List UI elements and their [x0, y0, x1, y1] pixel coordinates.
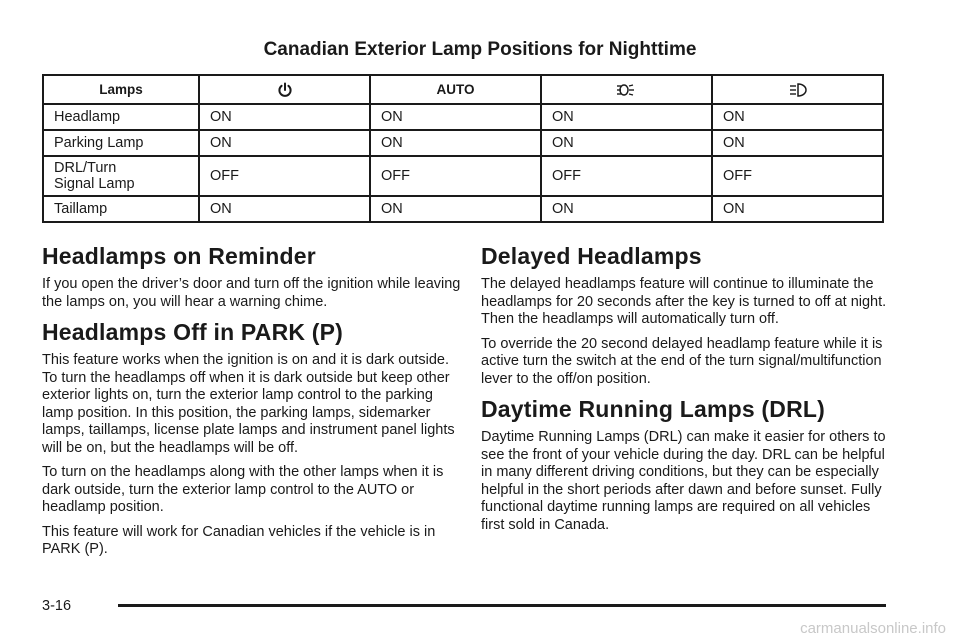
row-label	[43, 156, 199, 196]
row-label: Parking Lamp	[43, 130, 199, 156]
table-cell: ON	[199, 104, 370, 130]
paragraph: Daytime Running Lamps (DRL) can make it easier for others to see the front of your vehicle during the day. DRL can be helpful in many different driving conditions, but they can be especially helpful in the short periods after dawn and before sunset. Fully functional daytime running lamps are required on all vehicles first sold in Canada.	[481, 429, 886, 533]
paragraph: This feature will work for Canadian vehicles if the vehicle is in PARK (P).	[42, 523, 436, 557]
parking-lamp-icon	[616, 82, 638, 98]
table-cell: ON	[541, 104, 712, 130]
table-cell: OFF	[199, 156, 370, 196]
header-headlamp	[712, 75, 883, 104]
paragraph: This feature works when the ignition is on and it is dark outside. To turn the headlamps off when it is dark outside but keep other exterior lights on, turn the exterior lamp control to the parking lamp position. In this position, the parking lamps, sidemarker lamps, taillamps, license plate lamps and instrument panel lights will be on, but the headlamps will be off.	[42, 352, 455, 456]
paragraph: To override the 20 second delayed headlamp feature while it is active turn the switch at the end of the turn signal/multifunction lever to the off/on position.	[481, 335, 883, 387]
table-header-row	[43, 75, 883, 104]
page-number: 3-16	[42, 598, 72, 614]
header-lamps: Lamps	[43, 75, 199, 104]
row-label: Taillamp	[43, 196, 199, 222]
table-cell: ON	[712, 130, 883, 156]
table-cell: ON	[712, 104, 883, 130]
table-cell: ON	[541, 196, 712, 222]
left-column	[42, 242, 462, 559]
table-cell: ON	[712, 196, 883, 222]
section-heading-park: Headlamps Off in PARK (P)	[42, 319, 344, 345]
header-parking	[541, 75, 712, 104]
power-icon	[277, 82, 293, 98]
headlamp-icon	[788, 82, 808, 98]
row-label: Headlamp	[43, 104, 199, 130]
header-off	[199, 75, 370, 104]
paragraph: The delayed headlamps feature will continue to illuminate the headlamps for 20 seconds after the key is turned to off at night. Then the headlamps will automatically turn off.	[481, 276, 887, 327]
table-cell: ON	[541, 130, 712, 156]
table-cell: OFF	[370, 156, 541, 196]
section-heading-drl: Daytime Running Lamps (DRL)	[481, 396, 826, 422]
watermark: carmanualsonline.info	[800, 620, 946, 637]
lamp-positions-table	[42, 74, 884, 223]
table-row	[43, 104, 883, 130]
row-label-line: DRL/Turn	[54, 160, 117, 176]
paragraph: If you open the driver’s door and turn off the ignition while leaving the lamps on, you will hear a warning chime.	[42, 276, 461, 310]
table-cell: ON	[199, 130, 370, 156]
section-heading-delayed: Delayed Headlamps	[481, 243, 702, 269]
table-cell: OFF	[541, 156, 712, 196]
table-cell: OFF	[712, 156, 883, 196]
table-row	[43, 196, 883, 222]
table-row	[43, 130, 883, 156]
section-heading-reminder: Headlamps on Reminder	[42, 243, 316, 269]
table-title: Canadian Exterior Lamp Positions for Nighttime	[263, 39, 697, 60]
table-cell: ON	[370, 130, 541, 156]
table-cell: ON	[199, 196, 370, 222]
table-cell: ON	[370, 104, 541, 130]
header-auto: AUTO	[370, 75, 541, 104]
footer-rule	[118, 604, 886, 607]
table-cell: ON	[370, 196, 541, 222]
table-row	[43, 156, 883, 196]
row-label-line: Signal Lamp	[54, 176, 135, 192]
paragraph: To turn on the headlamps along with the other lamps when it is dark outside, turn the exterior lamp control to the AUTO or headlamp position.	[42, 464, 444, 515]
right-column	[481, 242, 896, 534]
